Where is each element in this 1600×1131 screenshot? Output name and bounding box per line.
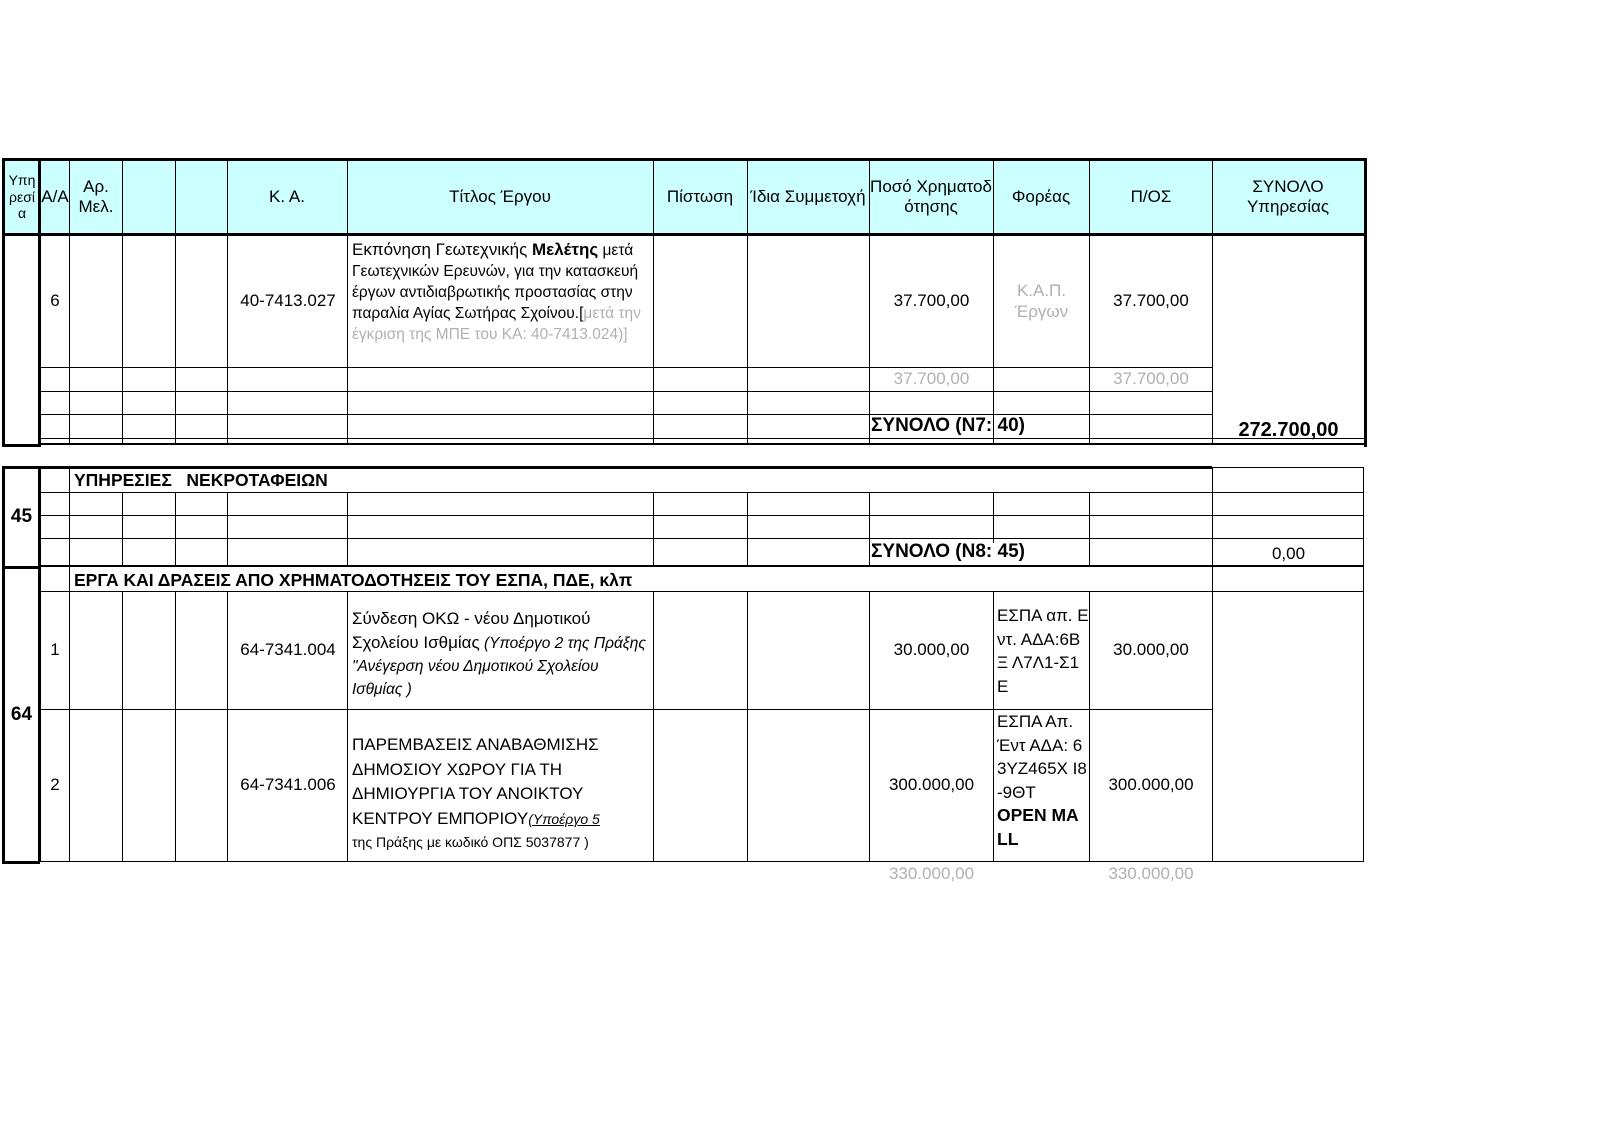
row-poso: 37.700,00	[893, 291, 970, 311]
row2-foreas	[994, 710, 1089, 861]
row-ka: 40-7413.027	[240, 291, 336, 311]
subtotal3-pos: 330.000,00	[1108, 863, 1194, 883]
header-poso: Ποσό Χρηματοδότησης	[870, 176, 992, 216]
title-part-d: μετά την έγκριση της ΜΠΕ του ΚΑ: 40-7413.024)]	[352, 305, 641, 343]
header-ka: Κ. Α.	[269, 186, 305, 206]
row2-ka: 64-7341.006	[240, 775, 336, 795]
header-titlos: Τίτλος Έργου	[449, 186, 551, 206]
subtotal3-poso: 330.000,00	[888, 863, 975, 883]
row1-foreas: ΕΣΠΑ απ. Εντ. ΑΔΑ:6ΒΞ Λ7Λ1-Σ1Ε	[997, 606, 1089, 696]
header-foreas: Φορέας	[1011, 186, 1071, 206]
row-aa: 6	[50, 291, 60, 311]
header-pistosi: Πίστωση	[666, 186, 734, 206]
section-code-45: 45	[10, 506, 33, 528]
row2-title	[348, 730, 653, 861]
header-ypiresia: Υπηρεσία	[8, 171, 36, 222]
row2-pos: 300.000,00	[1108, 775, 1194, 795]
header-ar-mel: Αρ. Μελ.	[78, 176, 114, 216]
section-code-64: 64	[10, 703, 33, 725]
section-title-64: ΕΡΓΑ ΚΑΙ ΔΡΑΣΕΙΣ ΑΠΟ ΧΡΗΜΑΤΟΔΟΤΗΣΕΙΣ ΤΟΥ ΕΣΠΑ, ΠΔΕ, κλπ	[74, 569, 633, 590]
row1-title-sub: (Υποέργο 2 της Πράξης "Ανέγερση νέου Δημοτικού Σχολείου Ισθμίας )	[352, 635, 646, 698]
row1-poso: 30.000,00	[893, 640, 970, 660]
row1-title-main: Σύνδεση ΟΚΩ - νέου Δημοτικού Σχολείου Ισθμίας	[352, 609, 591, 652]
subtotal-pos: 37.700,00	[1113, 369, 1189, 389]
header-synolo: ΣΥΝΟΛΟ Υπηρεσίας	[1246, 176, 1330, 216]
row2-title-main: ΠΑΡΕΜΒΑΣΕΙΣ ΑΝΑΒΑΘΜΙΣΗΣ ΔΗΜΟΣΙΟΥ ΧΩΡΟΥ ΓΙΑ ΤΗ ΔΗΜΙΟΥΡΓΙΑ ΤΟΥ ΑΝΟΙΚΤΟΥ ΚΕΝΤΡΟΥ ΕΜΠΟΡΙΟΥ	[352, 735, 599, 828]
title-part-b: Μελέτης	[532, 240, 599, 259]
row1-title	[348, 604, 653, 709]
row2-title-tail: της Πράξης με κωδικό ΟΠΣ 5037877 )	[352, 834, 589, 850]
total-label-1: ΣΥΝΟΛΟ (Ν7: 40)	[871, 415, 1025, 437]
header-idia: Ίδια Συμμετοχή	[750, 186, 866, 206]
row2-aa: 2	[50, 775, 60, 795]
row2-title-sub: (Υποέργο 5	[528, 810, 600, 827]
title-part-c: μετά Γεωτεχνικών Ερευνών, για την κατασκευή έργων αντιδιαβρωτικής προστασίας στην παραλία Αγίας Σωτήρας Σχοίνου.[	[352, 242, 639, 322]
section-title-45: ΥΠΗΡΕΣΙΕΣ ΝΕΚΡΟΤΑΦΕΙΩΝ	[74, 470, 328, 490]
subtotal-poso: 37.700,00	[893, 369, 970, 389]
row2-foreas-main: ΕΣΠΑ Απ. Έντ ΑΔΑ: 63ΥΖ465Χ Ι8-9ΘΤ	[997, 712, 1087, 802]
total-label-2: ΣΥΝΟΛΟ (Ν8: 45)	[871, 540, 1025, 562]
total-1: 272.700,00	[1238, 419, 1339, 441]
row2-poso: 300.000,00	[888, 775, 975, 795]
row-pos: 37.700,00	[1113, 291, 1189, 311]
header-pos: Π/ΟΣ	[1130, 186, 1172, 206]
row1-ka: 64-7341.004	[240, 640, 336, 660]
total-2: 0,00	[1271, 543, 1306, 563]
row-foreas: Κ.Α.Π. Έργων	[1014, 281, 1069, 321]
title-part-a: Εκπόνηση Γεωτεχνικής	[352, 240, 532, 259]
row2-foreas-open: OPEN MALL	[997, 805, 1079, 849]
row-title	[348, 236, 653, 367]
row1-pos: 30.000,00	[1113, 640, 1189, 660]
row1-aa: 1	[50, 640, 60, 660]
header-aa: Α/Α	[41, 186, 69, 206]
